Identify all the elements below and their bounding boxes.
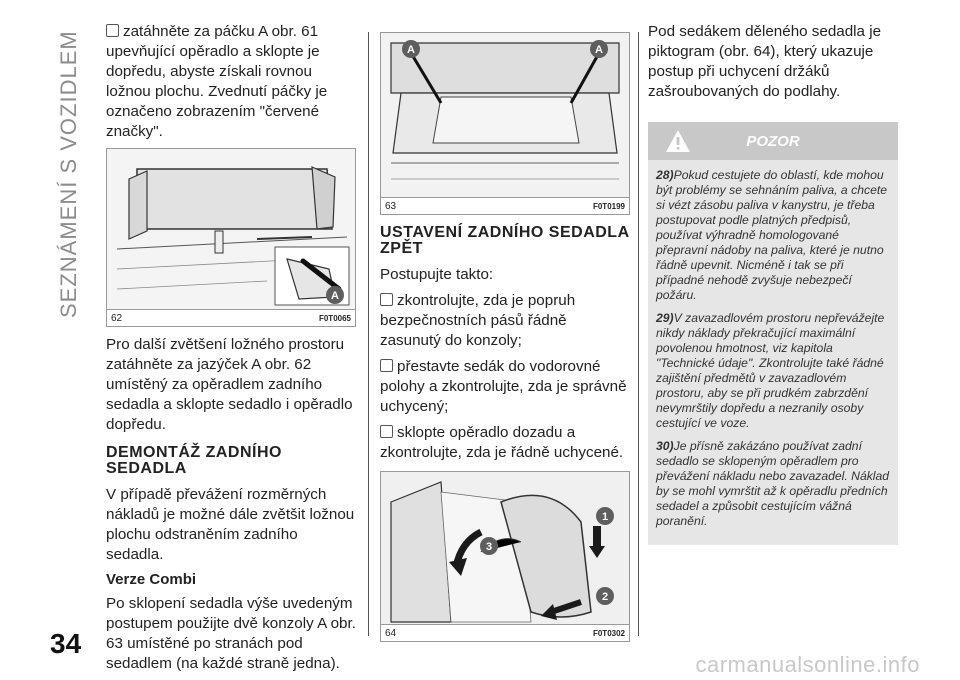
label-a: A	[595, 44, 603, 56]
paragraph: Pod sedákem děleného sedadla je piktogram (obr. 64), který ukazuje postup při uchycení držáků zašroubovaných do podlahy.	[648, 23, 882, 100]
figure-code: F0T0199	[592, 201, 625, 211]
bullet-icon	[380, 293, 393, 306]
chapter-title: SEZNÁMENÍ S VOZIDLEM	[56, 30, 81, 318]
figure-number: 63	[385, 200, 397, 212]
figure-64	[380, 471, 630, 642]
section-heading: USTAVENÍ ZADNÍHO SEDADLA ZPĚT	[380, 224, 630, 257]
warning-triangle-icon	[664, 128, 692, 154]
subheading: Verze Combi	[106, 571, 197, 588]
paragraph: Pro další zvětšení ložného prostoru zatáhněte za jazýček A obr. 62 umístěný za opěradlem zadního sedadla a sklopte sedadlo i opěradlo dopředu.	[106, 336, 353, 433]
column-divider	[638, 32, 639, 636]
figure-number: 64	[385, 627, 397, 639]
bullet-item: sklopte opěradlo dozadu a zkontrolujte, zda je řádně uchycené.	[380, 424, 624, 461]
label-a: A	[407, 44, 415, 56]
label-a: A	[331, 290, 339, 302]
paragraph: Po sklopení sedadla výše uvedeným postupem použijte dvě konzoly A obr. 63 umístěné po stranách pod sedadlem (na každé straně jedna).	[106, 595, 356, 672]
watermark: carmanualsonline.info	[695, 652, 920, 677]
page-number: 34	[50, 628, 82, 659]
seat-brackets-illustration	[381, 33, 629, 197]
warning-item-30: 30)Je přísně zakázáno používat zadní sedadlo se sklopeným opěradlem pro převážení nákladu nebo zavazadel. Náklad by se mohl vymrštit až k opěradlu předních sedadel a způsobit cestujícím vážná poranění.	[656, 439, 890, 528]
paragraph: zatáhněte za páčku A obr. 61 upevňující opěradlo a sklopte je dopředu, abyste získali rovnou ložnou plochu. Zvednutí páčky je označeno zobrazením "červené značky".	[106, 23, 328, 140]
warning-item-29: 29)V zavazadlovém prostoru nepřevážejte nikdy náklady překračující maximální povolenou hmotnost, viz kapitola "Technické údaje". Zkontrolujte také řádné zajištění předmětů v zavazadlovém prostoru, aby se při prudkém zabrzdění nevymrštily dopředu a nezranily osoby cestující ve voze.	[656, 311, 885, 430]
paragraph: Postupujte takto:	[380, 266, 494, 283]
bullet-icon	[380, 359, 393, 372]
rear-seat-folded-illustration	[107, 149, 355, 309]
bullet-item: zkontrolujte, zda je popruh bezpečnostních pásů řádně zasunutý do konzoly;	[380, 292, 576, 349]
figure-number: 62	[111, 312, 123, 324]
column-middle	[380, 22, 630, 650]
bullet-item: přestavte sedák do vodorovné polohy a zkontrolujte, zda je správně uchycený;	[380, 358, 627, 415]
warning-item-28: 28)Pokud cestujete do oblastí, kde mohou být problémy se sehnáním paliva, a chcete si vézt zásobu paliva v kanystru, je třeba postupovat podle platných předpisů, používat výhradně homologované přepravní nádoby na paliva, které je nutno řádně upevnit. Nicméně i tak se při případné nehodě zvyšuje nebezpečí požáru.	[656, 168, 888, 302]
step-2-label: 2	[601, 591, 609, 603]
bullet-icon	[106, 24, 119, 37]
column-divider	[368, 32, 369, 636]
figure-code: F0T0302	[592, 628, 625, 638]
section-heading: DEMONTÁŽ ZADNÍHO SEDADLA	[106, 444, 282, 477]
bullet-icon	[380, 425, 393, 438]
figure-62	[106, 148, 356, 327]
figure-63	[380, 32, 630, 215]
warning-body	[648, 160, 898, 545]
figure-code: F0T0065	[318, 313, 351, 323]
figure-caption	[107, 309, 355, 326]
figure-caption	[381, 624, 629, 641]
column-right	[648, 22, 898, 545]
step-1-label: 1	[601, 511, 609, 523]
seat-pictogram-illustration	[381, 472, 629, 624]
step-3-label: 3	[485, 541, 493, 553]
warning-title: POZOR	[746, 132, 800, 150]
column-left	[106, 22, 356, 680]
paragraph: V případě převážení rozměrných nákladů je možné dále zvětšit ložnou plochu odstraněním zadního sedadla.	[106, 486, 355, 563]
figure-caption	[381, 197, 629, 214]
warning-header	[648, 122, 898, 160]
